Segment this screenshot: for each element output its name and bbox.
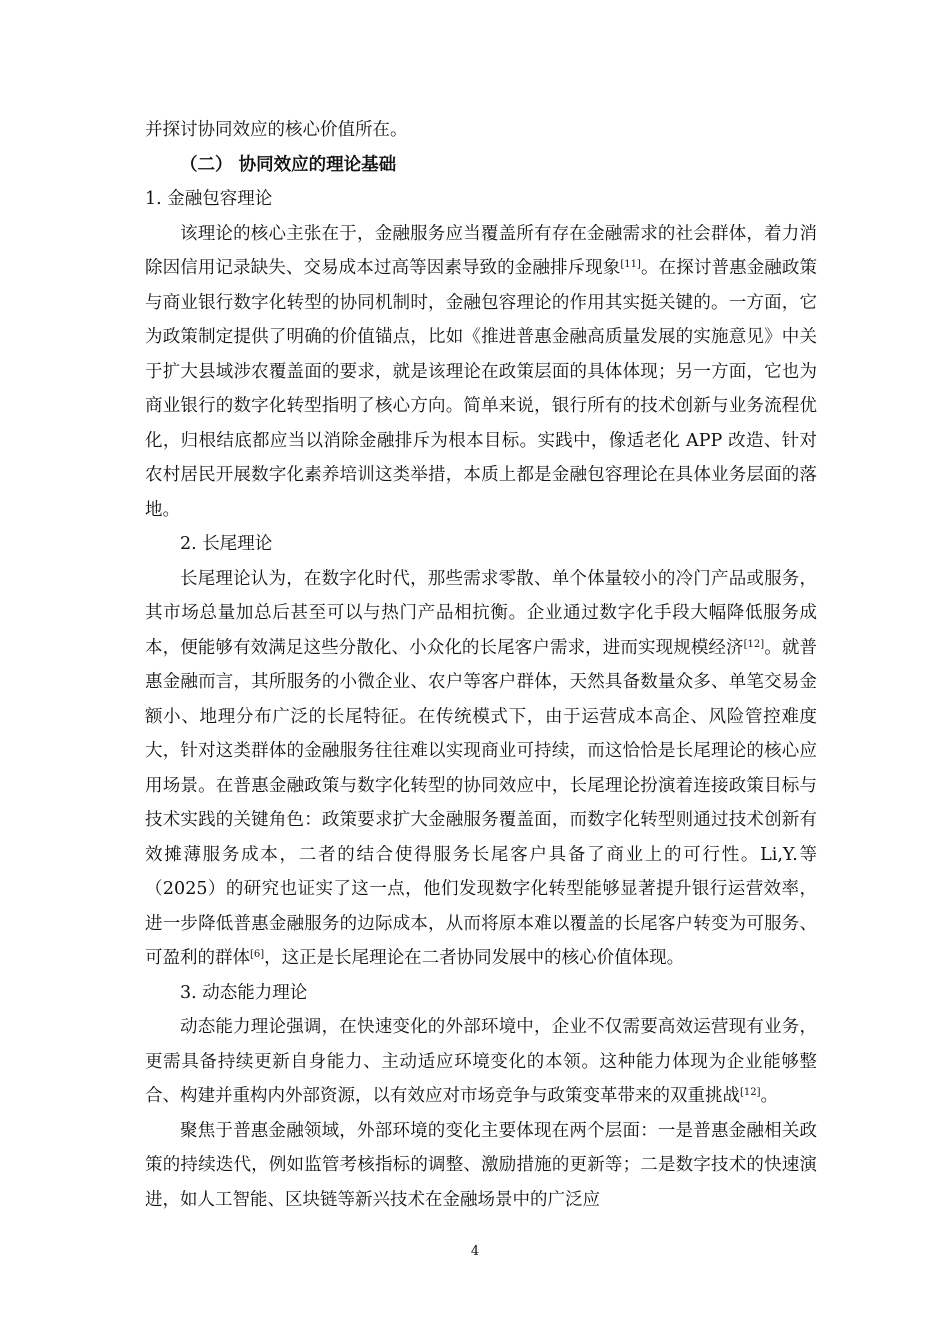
subsection-title-2: 2. 长尾理论 (180, 534, 273, 554)
continuation-paragraph: 并探讨协同效应的核心价值所在。 (145, 120, 408, 140)
paragraph-text: ，这正是长尾理论在二者协同发展中的核心价值体现。 (264, 948, 685, 968)
paragraph-text: 动态能力理论强调，在快速变化的外部环境中，企业不仅需要高效运营现有业务，更需具备持续更新自身能力、主动适应环境变化的本领。这种能力体现为企业能够整合、构建并重构内外部资源，以有效应对市场竞争与政策变革带来的双重挑战 (145, 1017, 817, 1106)
paragraph-text: 该理论的核心主张在于，金融服务应当覆盖所有存在金融需求的社会群体，着力消除因信用记录缺失、交易成本过高等因素导致的金融排斥现象 (145, 223, 817, 278)
page-number: 4 (470, 1244, 480, 1259)
paragraph-inclusive-finance-environment: 聚焦于普惠金融领域，外部环境的变化主要体现在两个层面：一是普惠金融相关政策的持续迭代，例如监管考核指标的调整、激励措施的更新等；二是数字技术的快速演进，如人工智能、区块链等新兴技术在金融场景中的广泛应 (145, 1120, 817, 1210)
citation-ref: [6] (250, 949, 265, 960)
paragraph-text: 长尾理论认为，在数字化时代，那些需求零散、单个体量较小的冷门产品或服务，其市场总量加总后甚至可以与热门产品相抗衡。企业通过数字化手段大幅降低服务成本，便能够有效满足这些分散化、小众化的长尾客户需求，进而实现规模经济 (145, 568, 817, 658)
subsection-title-3: 3. 动态能力理论 (180, 982, 308, 1003)
citation-ref: [11] (620, 259, 641, 270)
section-heading: （二） 协同效应的理论基础 (180, 154, 397, 175)
paragraph-long-tail (145, 562, 817, 976)
paragraph-dynamic-capability (145, 1010, 817, 1114)
paragraph-text: 。 (760, 1086, 779, 1106)
paragraph-text: 。就普惠金融而言，其所服务的小微企业、农户等客户群体，天然具备数量众多、单笔交易金额小、地理分布广泛的长尾特征。在传统模式下，由于运营成本高企、风险管控难度大，针对这类群体的金融服务往往难以实现商业可持续，而这恰恰是长尾理论的核心应用场景。在普惠金融政策与数字化转型的协同效应中，长尾理论扮演着连接政策目标与技术实践的关键角色：政策要求扩大金融服务覆盖面，而数字化转型则通过技术创新有效摊薄服务成本，二者的结合使得服务长尾客户具备了商业上的可行性。Li,Y.等（2025）的研究也证实了这一点，他们发现数字化转型能够显著提升银行运营效率，进一步降低普惠金融服务的边际成本，从而将原本难以覆盖的长尾客户转变为可服务、可盈利的群体 (145, 637, 818, 968)
paragraph-financial-inclusion (145, 217, 817, 528)
citation-ref: [12] (740, 1087, 761, 1098)
body-text (145, 113, 817, 1217)
paragraph-text: 。在探讨普惠金融政策与商业银行数字化转型的协同机制时，金融包容理论的作用其实挺关键的。一方面，它为政策制定提供了明确的价值锚点，比如《推进普惠金融高质量发展的实施意见》中关于扩大县域涉农覆盖面的要求，就是该理论在政策层面的具体体现；另一方面，它也为商业银行的数字化转型指明了核心方向。简单来说，银行所有的技术创新与业务流程优化，归根结底都应当以消除金融排斥为根本目标。实践中，像适老化 APP 改造、针对农村居民开展数字化素养培训这类举措，本质上都是金融包容理论在具体业务层面的落地。 (145, 258, 818, 520)
subsection-title-1: 1. 金融包容理论 (145, 189, 273, 209)
citation-ref: [12] (743, 638, 765, 650)
